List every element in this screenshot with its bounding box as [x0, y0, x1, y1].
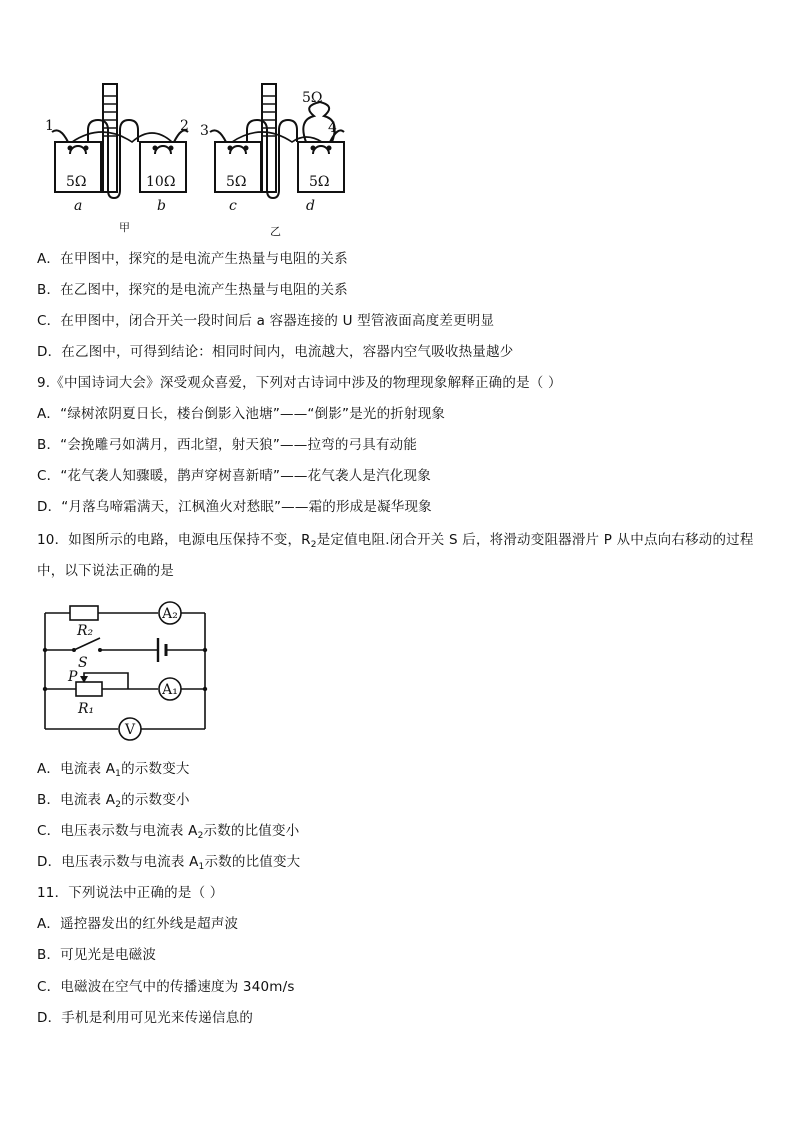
resistor-label-b: 10Ω	[146, 174, 176, 190]
caption-jia: 甲	[119, 221, 130, 234]
heating-coil-d	[313, 146, 329, 154]
q9-stem: 9.《中国诗词大会》深受观众喜爱，下列对古诗词中涉及的物理现象解释正确的是（ ）	[37, 375, 562, 391]
heating-coil-a	[70, 146, 86, 154]
q10-option-d: D．电压表示数与电流表 $A_1$示数的比值变大	[37, 854, 301, 872]
wire-label-3: 3	[200, 123, 209, 139]
q8-option-b: B．在乙图中，探究的是电流产生热量与电阻的关系	[37, 282, 348, 298]
caption-yi: 乙	[270, 225, 281, 238]
resistor-label-a: 5Ω	[66, 174, 87, 190]
q10-option-c: C．电压表示数与电流表 $A_2$示数的比值变小	[37, 823, 300, 841]
label-r2: R₂	[77, 623, 94, 639]
wire-3	[210, 130, 226, 142]
wire-label-1: 1	[45, 118, 54, 134]
q8-option-d: D．在乙图中，可得到结论：相同时间内，电流越大，容器内空气吸收热量越少	[37, 344, 514, 360]
wire-label-2: 2	[180, 118, 189, 134]
resistor-r2	[70, 606, 98, 620]
joule-heating-diagram	[40, 82, 360, 242]
q9-option-d: D．“月落乌啼霜满天，江枫渔火对愁眠”——霜的形成是凝华现象	[37, 499, 432, 515]
switch-s	[74, 638, 100, 650]
label-a2: A₂	[162, 606, 178, 622]
q9-option-a: A．“绿树浓阴夏日长，楼台倒影入池塘”——“倒影”是光的折射现象	[37, 406, 446, 422]
label-p: P	[68, 669, 78, 685]
slider-p-wire	[84, 673, 128, 689]
container-label-b: b	[157, 198, 166, 214]
container-label-c: c	[229, 198, 237, 214]
q10-option-a: A．电流表 $A_1$的示数变大	[37, 761, 190, 779]
q11-option-a: A．遥控器发出的红外线是超声波	[37, 916, 239, 932]
q10-circuit-figure	[40, 593, 210, 743]
heating-coil-b	[155, 146, 171, 154]
container-label-d: d	[306, 198, 315, 214]
joule-heating-figure	[40, 82, 360, 242]
q9-option-c: C．“花气袭人知骤暖，鹊声穿树喜新晴”——花气袭人是汽化现象	[37, 468, 431, 484]
q8-option-c: C．在甲图中，闭合开关一段时间后 a 容器连接的 U 型管液面高度差更明显	[37, 313, 495, 329]
q10-stem-line1: 10．如图所示的电路，电源电压保持不变，$R_2$是定值电阻.闭合开关 S 后，将滑动变阻器滑片 P 从中点向右移动的过程	[37, 532, 754, 550]
q11-stem: 11．下列说法中正确的是（ ）	[37, 885, 224, 901]
container-label-a: a	[74, 198, 83, 214]
resistor-label-c: 5Ω	[226, 174, 247, 190]
wire-label-4: 4	[328, 120, 337, 136]
q8-option-a: A．在甲图中，探究的是电流产生热量与电阻的关系	[37, 251, 348, 267]
q10-option-b: B．电流表 $A_2$的示数变小	[37, 792, 190, 810]
q10-stem-line2: 中，以下说法正确的是	[37, 563, 174, 579]
label-v: V	[124, 722, 136, 738]
wire-1	[52, 130, 68, 142]
resistor-label-outside: 5Ω	[302, 90, 323, 106]
label-a1: A₁	[162, 682, 178, 698]
scale-jia	[103, 84, 117, 192]
scale-yi	[262, 84, 276, 192]
label-s: S	[78, 655, 88, 671]
q11-option-b: B．可见光是电磁波	[37, 947, 157, 963]
resistor-label-d: 5Ω	[309, 174, 330, 190]
q11-option-d: D．手机是利用可见光来传递信息的	[37, 1010, 254, 1026]
q9-option-b: B．“会挽雕弓如满月，西北望，射天狼”——拉弯的弓具有动能	[37, 437, 418, 453]
u-tube-yi	[247, 120, 297, 198]
q10-circuit-diagram	[40, 593, 210, 743]
label-r1: R₁	[78, 701, 95, 717]
rheostat-r1	[76, 682, 102, 696]
q11-option-c: C．电磁波在空气中的传播速度为 340m/s	[37, 979, 295, 995]
heating-coil-c	[230, 146, 246, 154]
